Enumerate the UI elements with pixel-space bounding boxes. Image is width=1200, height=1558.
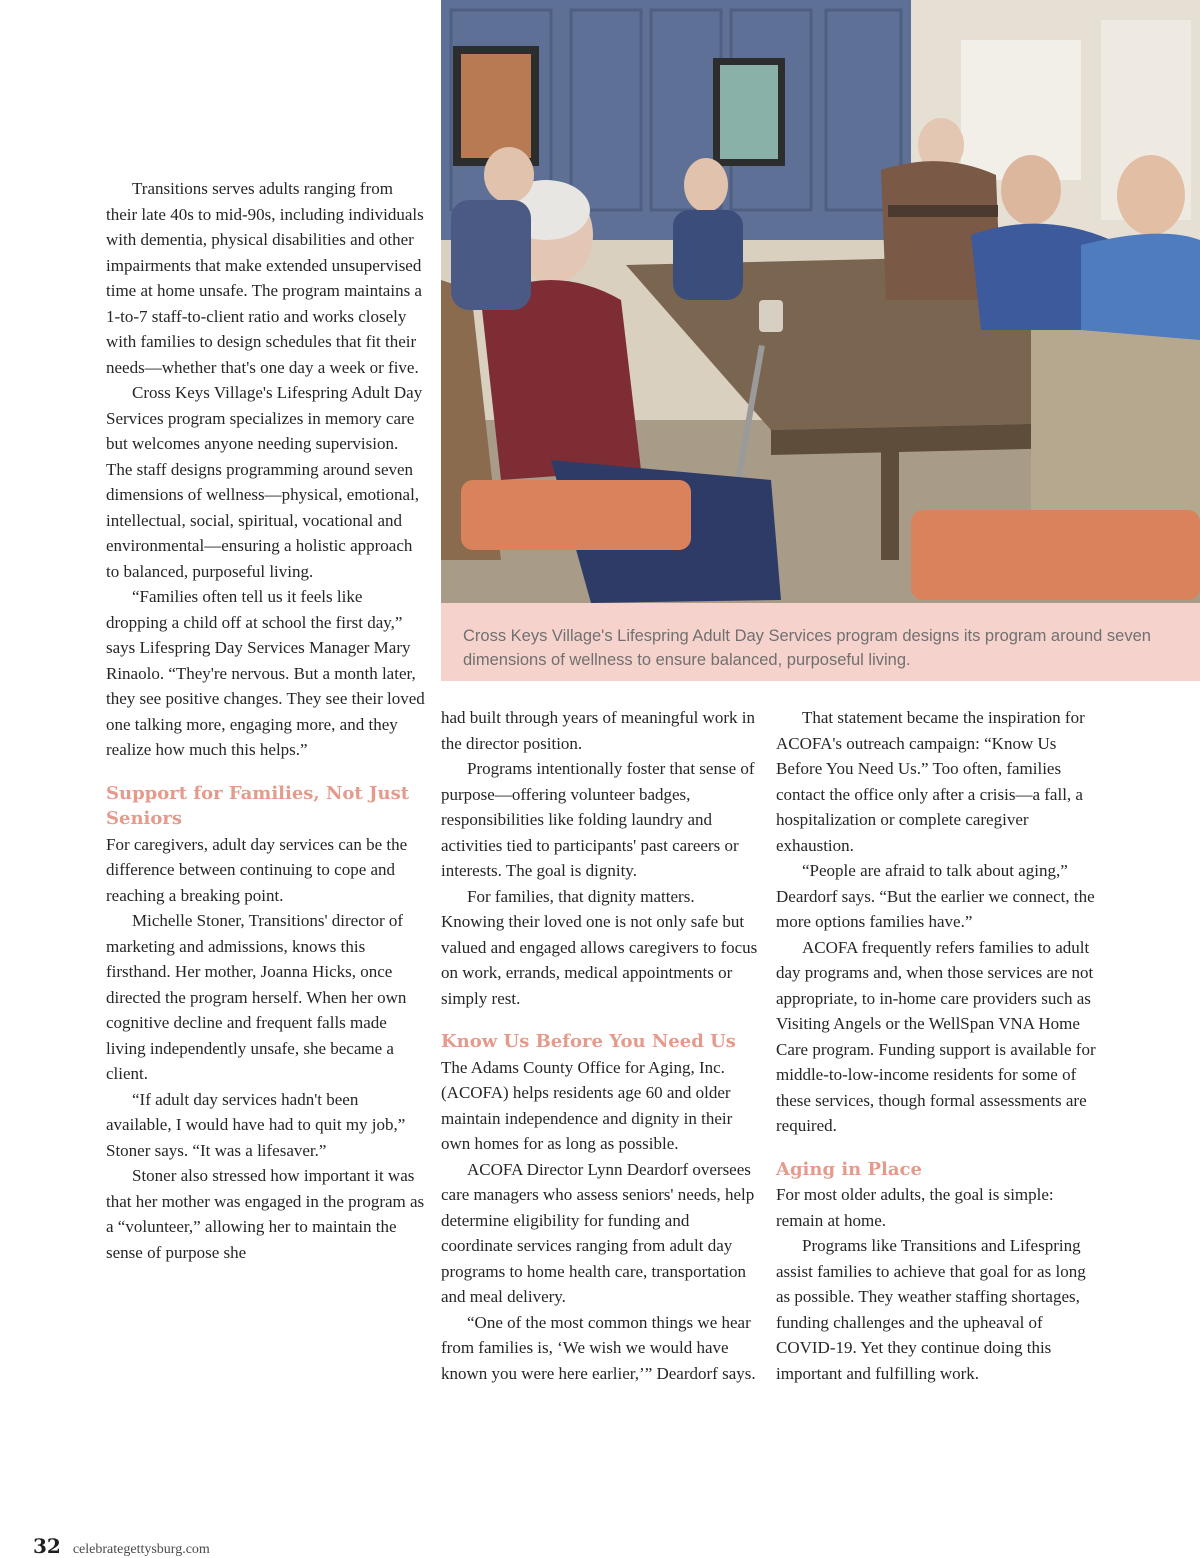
photo-caption-box (441, 603, 1200, 681)
body-paragraph: The Adams County Office for Aging, Inc. (ACOFA) helps residents age 60 and older maintain independence and dignity in their own homes for as long as possible. (441, 1057, 733, 1153)
body-paragraph: Michelle Stoner, Transitions' director of marketing and admissions, knows this firsthand. Her mother, Joanna Hicks, once directed the program herself. When her own cognitive decline and frequent falls made living independently unsafe, she became a client. (106, 911, 407, 1083)
body-paragraph: Programs like Transitions and Lifespring assist families to achieve that goal for as long as possible. They weather staffing shortages, funding challenges and the upheaval of COVID-19. Yet they continue doing this important and fulfilling work. (776, 1236, 1086, 1383)
body-paragraph: Transitions serves adults ranging from their late 40s to mid-90s, including individuals with dementia, physical disabilities and other impairments that make extended unsupervised time at home unsafe. The program maintains a 1-to-7 staff-to-client ratio and works closely with families to design schedules that fit their needs—whether that's one day a week or five. (106, 179, 424, 377)
body-paragraph: Programs intentionally foster that sense of purpose—offering volunteer badges, responsibilities like folding laundry and activities tied to participants' past careers or interests. The goal is dignity. (441, 759, 755, 880)
body-paragraph: “If adult day services hadn't been available, I would have had to quit my job,” Stoner says. “It was a lifesaver.” (106, 1089, 406, 1160)
body-paragraph: “Families often tell us it feels like dropping a child off at school the first day,” says Lifespring Day Services Manager Mary Rinaolo. “They're nervous. But a month later, they see positive changes. They see their loved one talking more, engaging more, and they realize how much this helps.” (106, 587, 425, 759)
column-2 (441, 705, 759, 1386)
body-paragraph: ACOFA frequently refers families to adult day programs and, when those services are not appropriate, to in-home care providers such as Visiting Angels or the WellSpan VNA Home Care program. Funding support is available for middle-to-low-income residents for some of these services, though formal assessments are required. (776, 937, 1096, 1135)
body-paragraph: Cross Keys Village's Lifespring Adult Day Services program specializes in memory care but welcomes anyone needing supervision. The staff designs programming around seven dimensions of wellness—physical, emotional, intellectual, social, spiritual, vocational and environmental—ensuring a holistic approach to balanced, purposeful living. (106, 383, 423, 581)
body-paragraph: For families, that dignity matters. Knowing their loved one is not only safe but valued and engaged allows caregivers to focus on work, errands, medical appointments or simply rest. (441, 886, 758, 1008)
body-paragraph: That statement became the inspiration for ACOFA's outreach campaign: “Know Us Before You Need Us.” Too often, families contact the office only after a crisis—a fall, a hospitalization or complete caregiver exhaustion. (776, 708, 1085, 855)
photo-illustration (441, 0, 1200, 603)
body-paragraph: For most older adults, the goal is simple: remain at home. (776, 1185, 1054, 1230)
body-paragraph: “People are afraid to talk about aging,” Deardorf says. “But the earlier we connect, the more options families have.” (776, 861, 1095, 931)
column-3 (776, 705, 1098, 1386)
section-heading: Support for Families, Not Just Seniors (106, 782, 410, 829)
page-footer (33, 1534, 210, 1558)
section-heading: Aging in Place (776, 1158, 922, 1180)
page-number: 32 (33, 1534, 61, 1558)
site-url: celebrategettysburg.com (72, 1542, 210, 1557)
photo-caption: Cross Keys Village's Lifespring Adult Day Services program designs its program around seven dimensions of wellness to ensure balanced, purposeful living. (463, 627, 1151, 669)
body-paragraph: Stoner also stressed how important it was that her mother was engaged in the program as a “volunteer,” allowing her to maintain the sense of purpose she (106, 1166, 425, 1262)
body-paragraph: For caregivers, adult day services can be the difference between continuing to cope and reaching a breaking point. (106, 834, 408, 905)
column-1 (106, 176, 428, 1265)
section-heading: Know Us Before You Need Us (441, 1031, 736, 1052)
body-paragraph: had built through years of meaningful work in the director position. (441, 708, 755, 753)
body-paragraph: ACOFA Director Lynn Deardorf oversees care managers who assess seniors' needs, help determine eligibility for funding and coordinate services ranging from adult day programs to home health care, transportation and meal delivery. (441, 1159, 755, 1306)
article-photo (441, 0, 1200, 603)
body-paragraph: “One of the most common things we hear from families is, ‘We wish we would have known you were here earlier,’” Deardorf says. (441, 1312, 756, 1383)
